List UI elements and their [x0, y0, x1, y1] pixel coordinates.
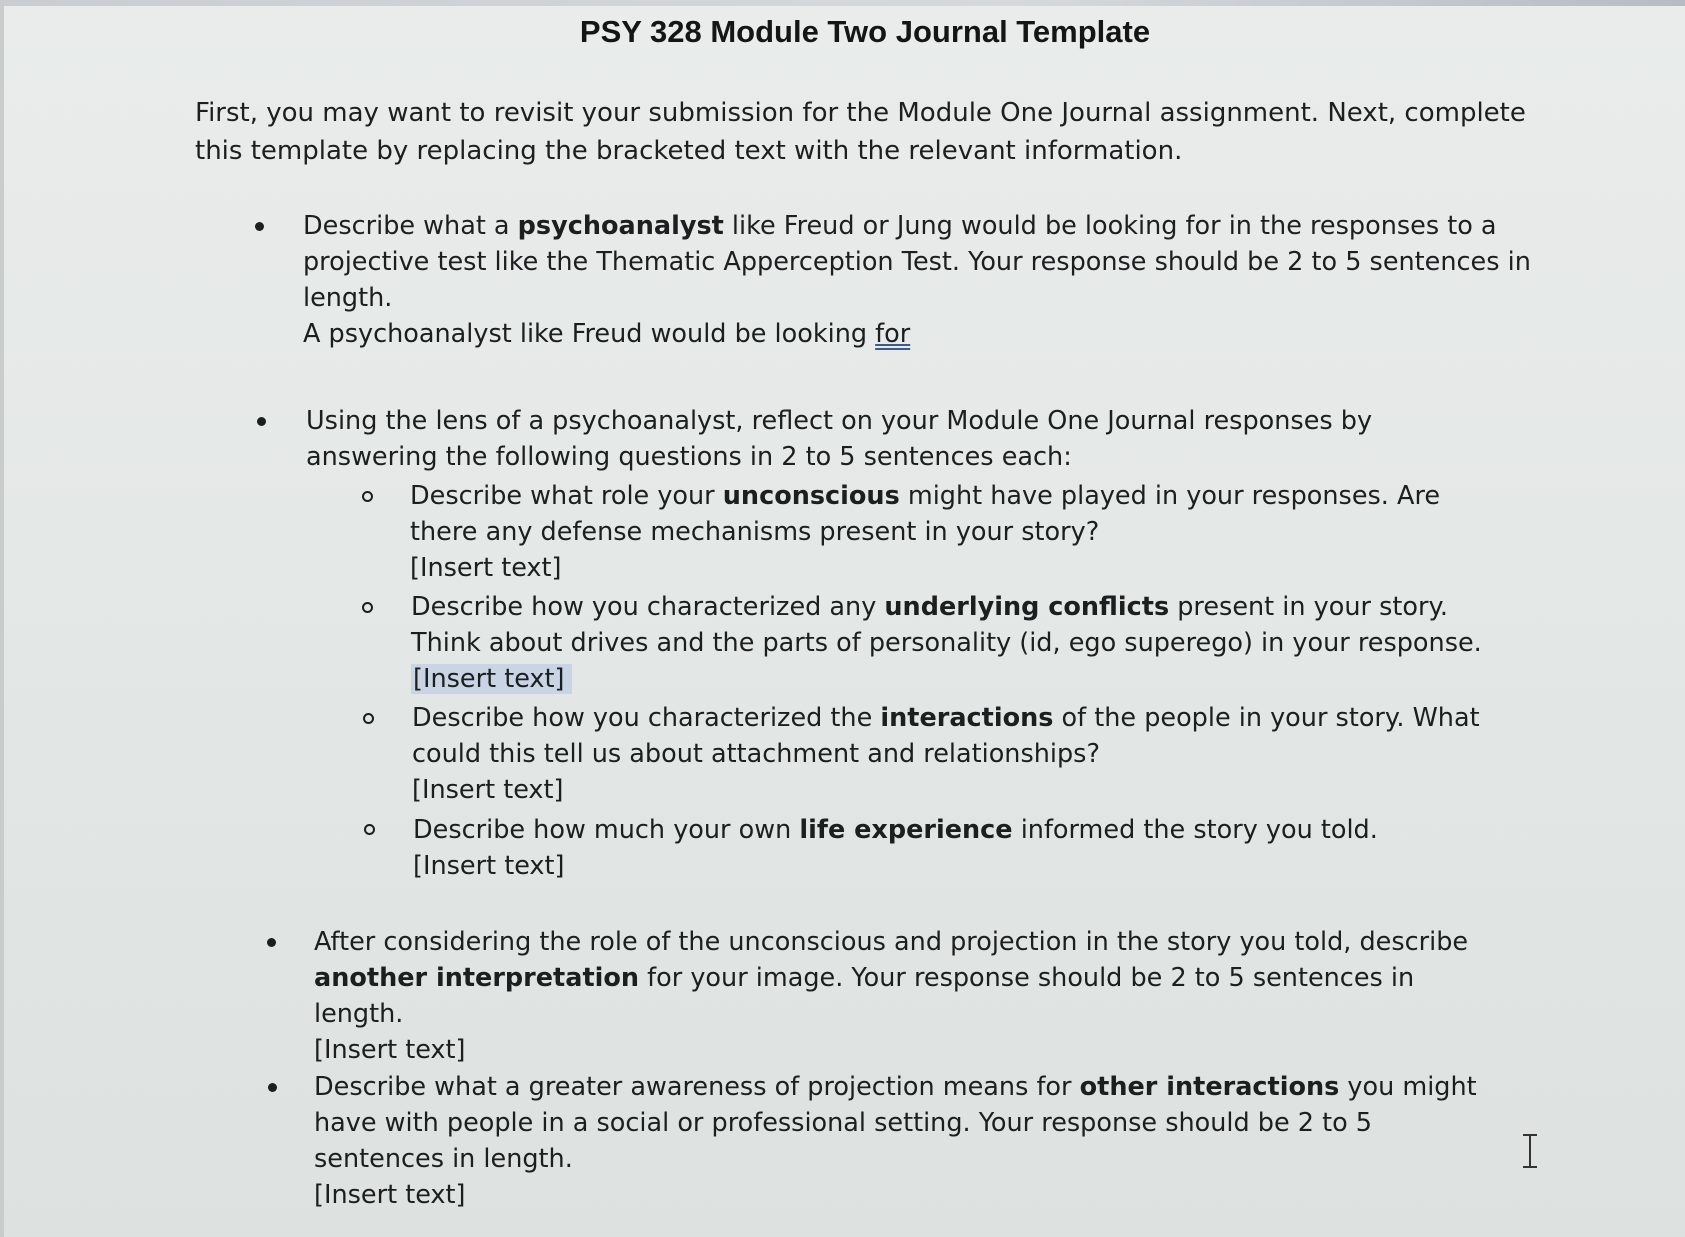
sub-bullet-marker: [362, 602, 373, 613]
bullet-marker: [268, 1083, 277, 1092]
bold-term: interactions: [880, 703, 1054, 733]
sub-item-interactions[interactable]: Describe how you characterized the interactions of the people in your story. What could this tell us about attachment and relationships? [Insert text]: [412, 703, 1480, 805]
insert-text-placeholder[interactable]: [Insert text]: [410, 553, 562, 583]
bold-term: unconscious: [722, 481, 900, 511]
sub-bullet-marker: [364, 824, 375, 835]
bold-term: another interpretation: [314, 963, 640, 993]
insert-text-placeholder[interactable]: [Insert text]: [314, 1180, 466, 1210]
bold-term: psychoanalyst: [517, 211, 724, 241]
sub-bullet-marker: [363, 713, 374, 724]
window-left-edge: [0, 0, 4, 1237]
bullet-psychoanalyst[interactable]: Describe what a psychoanalyst like Freud or Jung would be looking for in the responses to a projective test like the Thematic Apperception Test. Your response should be 2 to 5 sentences in length. A psychoanalyst like Freud would be looking for: [303, 211, 1531, 349]
bullet-marker: [267, 938, 276, 947]
sub-item-life-experience[interactable]: Describe how much your own life experience informed the story you told. [Insert text]: [413, 815, 1378, 881]
insert-text-placeholder[interactable]: [Insert text]: [412, 775, 564, 805]
bullet-another-interpretation[interactable]: After considering the role of the unconscious and projection in the story you told, describe another interpretation for your image. Your response should be 2 to 5 sentences in length. [Insert text]: [314, 927, 1469, 1065]
insert-text-placeholder-selected[interactable]: [Insert text]: [411, 664, 572, 694]
bold-term: life experience: [799, 815, 1013, 845]
insert-text-placeholder[interactable]: [Insert text]: [314, 1035, 466, 1065]
bold-term: underlying conflicts: [884, 592, 1170, 622]
answer-text[interactable]: A psychoanalyst like Freud would be looking: [303, 319, 876, 349]
sub-bullet-marker: [362, 491, 373, 502]
document-title: PSY 328 Module Two Journal Template: [579, 14, 1151, 49]
insert-text-placeholder[interactable]: [Insert text]: [413, 851, 565, 881]
answer-word-underlined[interactable]: for: [875, 319, 911, 349]
bullet-other-interactions[interactable]: Describe what a greater awareness of projection means for other interactions you might have with people in a social or professional setting. Your response should be 2 to 5 sentences in length. [Insert text]: [314, 1072, 1477, 1210]
bullet-marker: [257, 417, 266, 426]
sub-item-underlying-conflicts[interactable]: Describe how you characterized any underlying conflicts present in your story. Think about drives and the parts of personality (id, ego superego) in your response. [Insert text]: [411, 592, 1482, 694]
bullet-marker: [255, 222, 264, 231]
bullet-lens-of-psychoanalyst[interactable]: Using the lens of a psychoanalyst, reflect on your Module One Journal responses by answering the following questions in 2 to 5 sentences each:: [306, 406, 1373, 472]
window-top-edge: [0, 0, 1685, 6]
intro-paragraph[interactable]: First, you may want to revisit your submission for the Module One Journal assignment. Next, complete this template by replacing the bracketed text with the relevant information.: [195, 98, 1526, 166]
text-cursor-icon: [1522, 1134, 1538, 1168]
bold-term: other interactions: [1079, 1072, 1340, 1102]
sub-item-unconscious[interactable]: Describe what role your unconscious might have played in your responses. Are there any defense mechanisms present in your story? [Insert text]: [410, 481, 1441, 583]
